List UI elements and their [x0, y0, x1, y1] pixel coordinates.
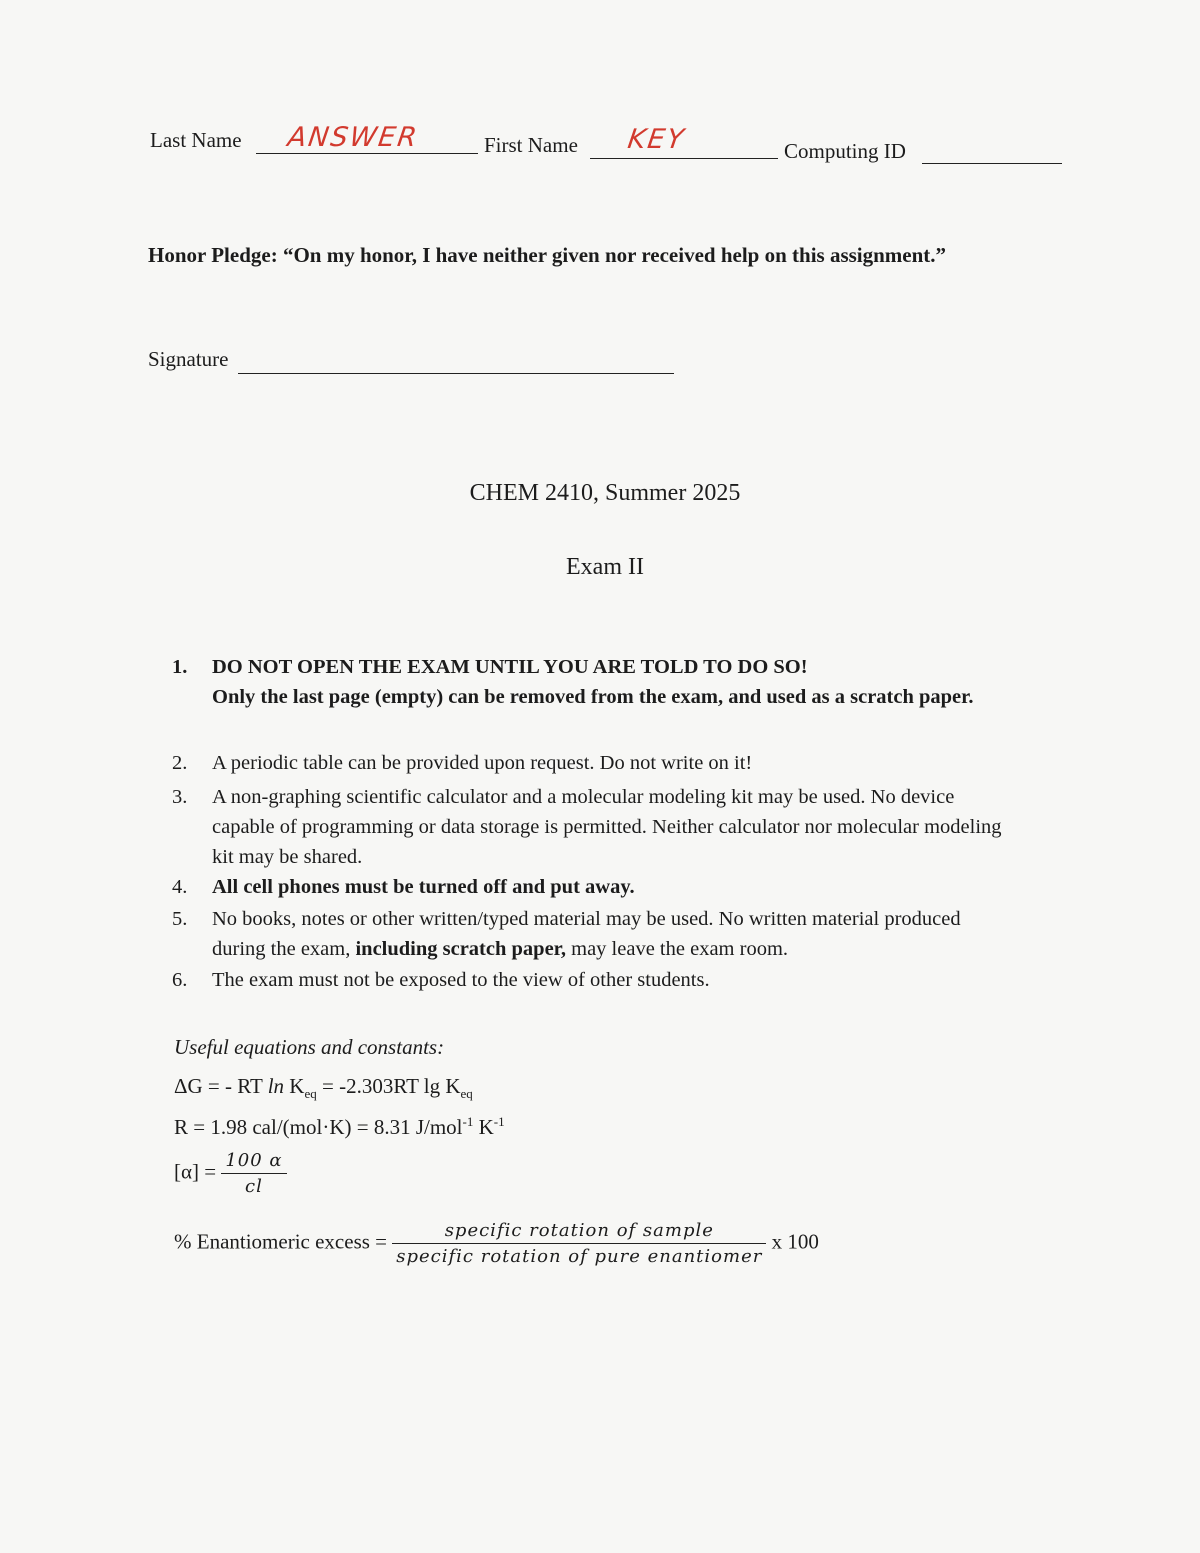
instruction-3-text: A non-graphing scientific calculator and a molecular modeling kit may be used. No device capable of programming or data storage is permitted. Neither calculator nor molecular modeling kit may be shared. [212, 786, 1002, 868]
instruction-2-number: 2. [172, 752, 188, 774]
instruction-1-line2: Only the last page (empty) can be removed from the exam, and used as a scratch paper. [212, 686, 974, 708]
instruction-1-line1: DO NOT OPEN THE EXAM UNTIL YOU ARE TOLD TO DO SO! [212, 656, 808, 678]
eq4-lhs: % Enantiomeric excess = [174, 1229, 388, 1254]
equation-free-energy [174, 1074, 473, 1102]
exam-title: Exam II [566, 554, 644, 580]
instruction-6-text: The exam must not be exposed to the view of other students. [212, 969, 710, 991]
instruction-4-number: 4. [172, 876, 188, 898]
instruction-3 [172, 782, 1042, 872]
signature-line [238, 373, 674, 374]
instruction-5-text-bold: including scratch paper, [355, 938, 567, 960]
eq1-part-b: K [284, 1074, 305, 1098]
last-name-handwritten: ANSWER [285, 122, 421, 153]
instruction-2-text: A periodic table can be provided upon request. Do not write on it! [212, 752, 753, 774]
instruction-1-number: 1. [172, 656, 188, 678]
eq1-part-c: = -2.303RT lg K [316, 1074, 461, 1098]
instruction-1 [172, 652, 1042, 712]
eq4-denominator: specific rotation of pure enantiomer [396, 1246, 763, 1267]
instruction-3-number: 3. [172, 786, 188, 808]
eq1-part-a: ΔG = - RT [174, 1074, 268, 1098]
equations-heading: Useful equations and constants: [174, 1035, 445, 1059]
equation-gas-constant [174, 1114, 505, 1140]
instruction-5 [172, 904, 1042, 964]
instruction-5-text-c: may leave the exam room. [566, 938, 789, 960]
eq4-numerator: specific rotation of sample [392, 1220, 766, 1244]
first-name-label: First Name [484, 133, 578, 157]
eq2-sup2: -1 [493, 1114, 505, 1129]
first-name-line [590, 158, 778, 159]
equation-enantiomeric-excess [174, 1220, 819, 1267]
eq3-lhs: [α] = [174, 1159, 217, 1184]
last-name-line [256, 153, 478, 154]
honor-pledge [148, 243, 946, 268]
last-name-label: Last Name [150, 128, 242, 152]
instruction-5-number: 5. [172, 908, 188, 930]
equation-specific-rotation [174, 1150, 287, 1197]
signature-label: Signature [148, 347, 229, 371]
instruction-6-number: 6. [172, 969, 188, 991]
first-name-handwritten: KEY [625, 124, 688, 155]
course-title: CHEM 2410, Summer 2025 [469, 480, 741, 506]
eq1-ln: ln [267, 1074, 285, 1098]
eq2-part-a: R = 1.98 cal/(mol·K) = 8.31 J/mol [174, 1115, 463, 1139]
eq1-sub1: eq [304, 1086, 317, 1102]
instruction-2 [172, 748, 1042, 778]
honor-pledge-text: “On my honor, I have neither given nor received help on this assignment.” [282, 243, 947, 267]
eq3-numerator: 100 α [221, 1150, 286, 1174]
eq1-sub2: eq [460, 1086, 473, 1102]
computing-id-label: Computing ID [784, 139, 906, 163]
instruction-4 [172, 872, 1042, 902]
eq4-rhs: x 100 [771, 1229, 819, 1254]
instruction-5-text-a: No books, notes or other written/typed material may be used. No written material produced during the exam, [212, 908, 961, 960]
honor-pledge-label: Honor Pledge: [148, 243, 278, 267]
instruction-6 [172, 965, 1042, 995]
eq2-part-b: K [473, 1115, 494, 1139]
eq2-sup1: -1 [462, 1114, 474, 1129]
computing-id-line [922, 163, 1062, 164]
eq3-denominator: cl [245, 1176, 263, 1197]
instruction-4-text: All cell phones must be turned off and put away. [212, 876, 635, 898]
